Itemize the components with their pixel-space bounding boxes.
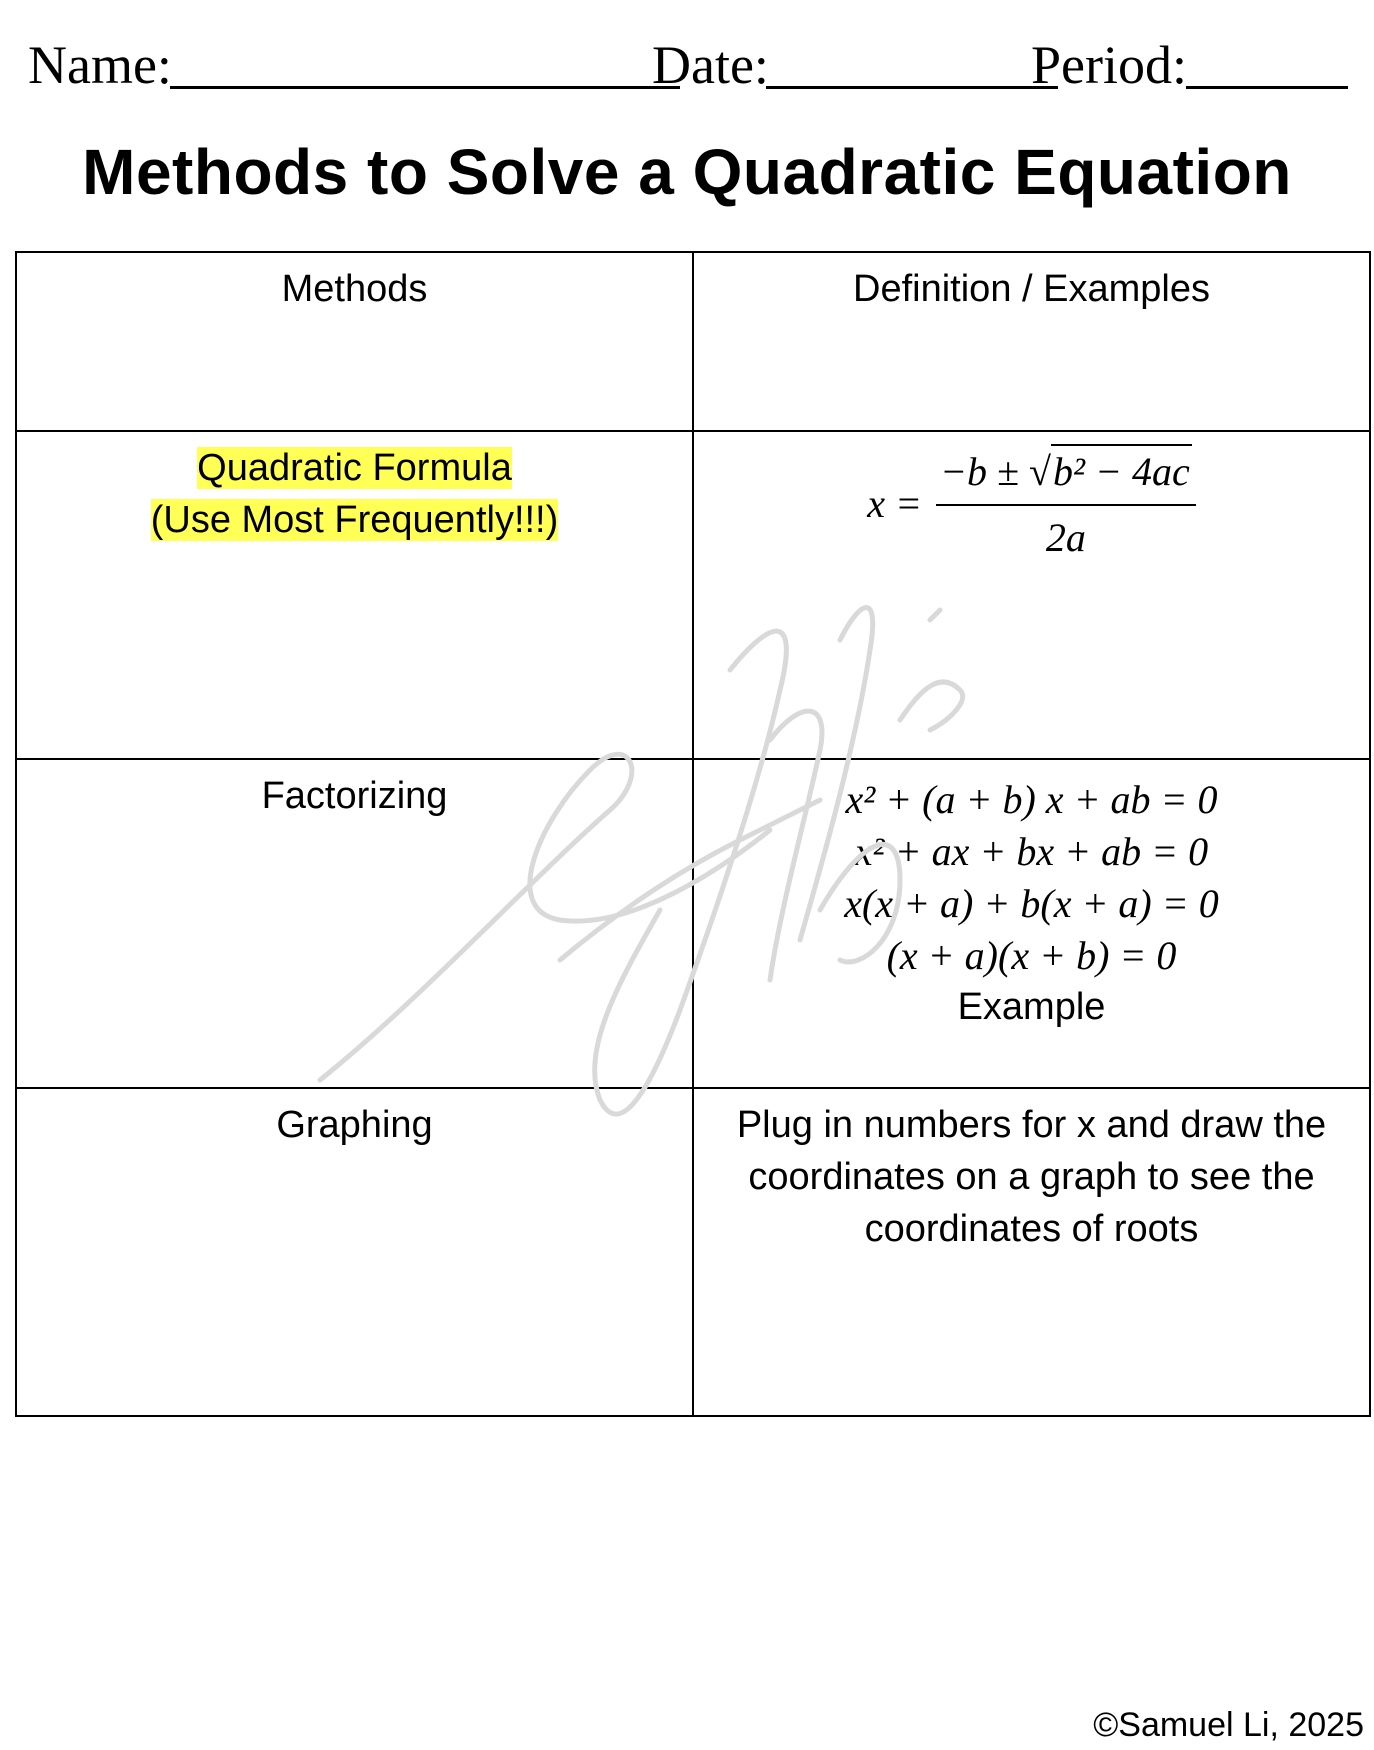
period-blank[interactable] (1186, 86, 1348, 89)
copyright-notice: ©Samuel Li, 2025 (1093, 1706, 1364, 1744)
square-root (1029, 444, 1192, 498)
page-title: Methods to Solve a Quadratic Equation (82, 136, 1292, 208)
factor-step: x(x + a) + b(x + a) = 0 (844, 881, 1219, 927)
date-label: Date: (652, 35, 769, 95)
numerator-left: −b ± (940, 449, 1029, 495)
methods-table (15, 251, 1371, 1417)
table-row-factorizing (16, 759, 1370, 1087)
formula-numerator (936, 444, 1196, 506)
student-info-line (28, 30, 1348, 100)
radicand: b² − 4ac (1051, 444, 1192, 498)
quadratic-formula (867, 444, 1195, 564)
method-quadratic-formula (17, 432, 692, 546)
header-methods: Methods (281, 268, 428, 310)
factor-step: (x + a)(x + b) = 0 (886, 933, 1177, 979)
formula-fraction (936, 444, 1196, 564)
header-cell-methods (16, 252, 693, 431)
method-cell (16, 431, 693, 759)
period-label: Period: (1031, 35, 1187, 95)
name-label: Name: (28, 35, 172, 95)
definition-cell (693, 431, 1370, 759)
method-cell (16, 1088, 693, 1416)
table-row-graphing (16, 1088, 1370, 1416)
date-blank[interactable] (766, 86, 1058, 89)
method-factorizing: Factorizing (261, 775, 448, 818)
formula-lhs: x = (867, 481, 923, 527)
graphing-definition: Plug in numbers for x and draw the coordinates on a graph to see the coordinates of roots (736, 1103, 1327, 1250)
method-cell (16, 759, 693, 1087)
factorizing-steps (694, 760, 1369, 1032)
definition-cell (693, 1088, 1370, 1416)
factor-step: x² + (a + b) x + ab = 0 (845, 777, 1218, 823)
example-label: Example (957, 986, 1106, 1029)
header-definition: Definition / Examples (853, 268, 1210, 310)
table-row-quadratic-formula (16, 431, 1370, 759)
name-blank[interactable] (170, 86, 680, 89)
method-name-line1: Quadratic Formula (197, 447, 512, 490)
factor-step: x² + ax + bx + ab = 0 (854, 829, 1209, 875)
method-name-line2: (Use Most Frequently!!!) (150, 499, 559, 542)
definition-cell (693, 759, 1370, 1087)
table-header-row (16, 252, 1370, 431)
method-graphing: Graphing (276, 1103, 433, 1146)
header-cell-definition (693, 252, 1370, 431)
formula-denominator: 2a (1045, 515, 1086, 561)
radical-sign: √ (1029, 449, 1051, 495)
